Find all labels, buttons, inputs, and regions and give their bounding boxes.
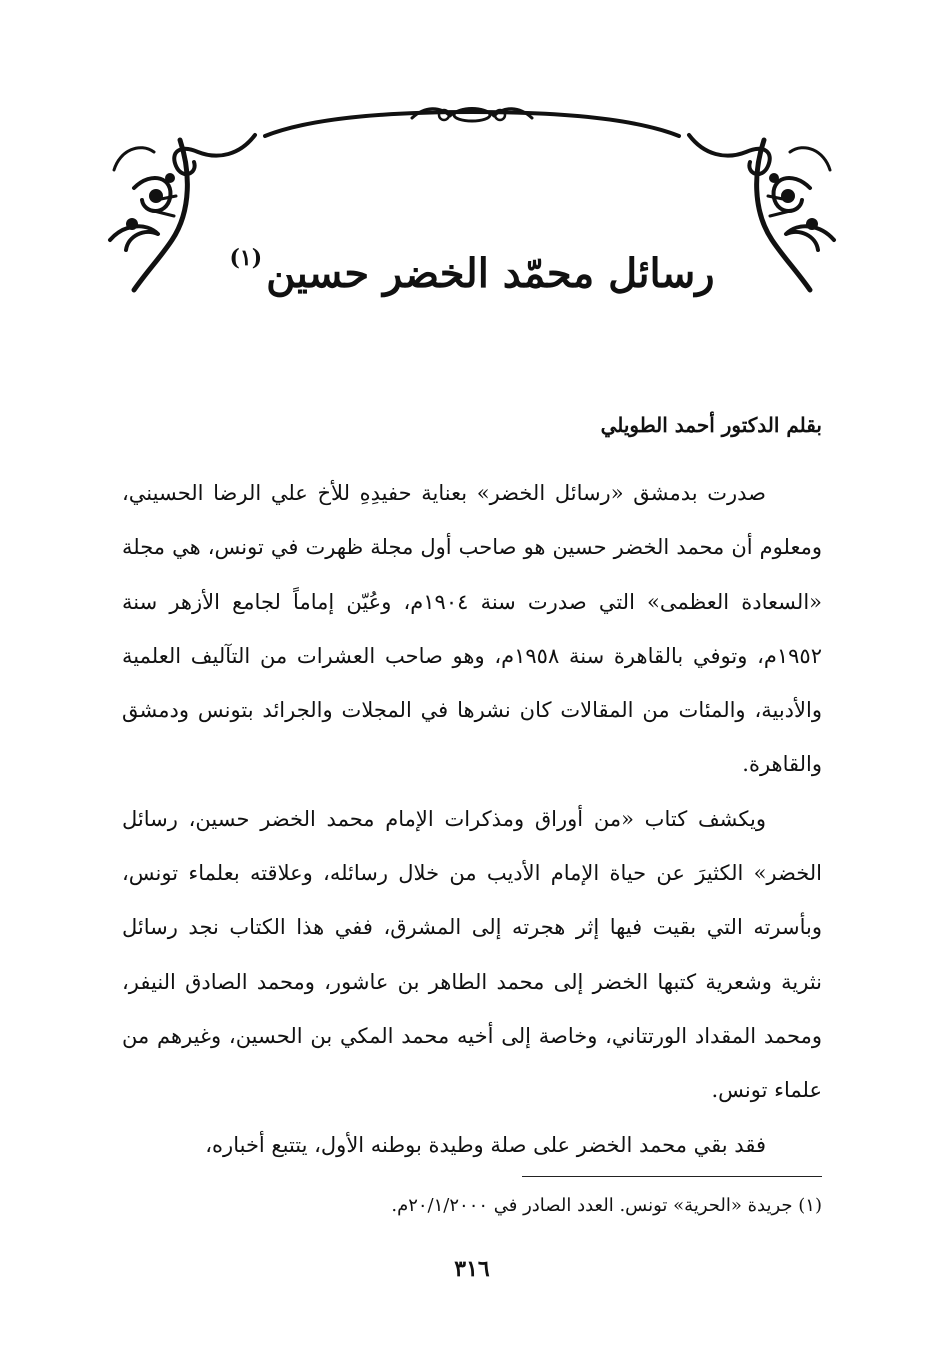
footnote-divider [522, 1176, 822, 1177]
paragraph-2: ويكشف كتاب «من أوراق ومذكرات الإمام محمد الخضر حسين، رسائل الخضر» الكثيرَ عن حياة الإمام الأديب من خلال رسائله، وعلاقته بعلماء تونس، وبأسرته التي بقيت فيها إثر هجرته إلى المشرق، ففي هذا الكتاب نجد رسائل نثرية وشعرية كتبها الخضر إلى محمد الطاهر بن عاشور، ومحمد الصادق النيفر، ومحمد المقداد الورتتاني، وخاصة إلى أخيه محمد المكي بن الحسين، وغيرهم من علماء تونس. [122, 806, 822, 1103]
article-title-text: رسائل محمّد الخضر حسين [266, 250, 715, 297]
paragraph-3: فقد بقي محمد الخضر على صلة وطيدة بوطنه الأول، يتتبع أخباره، [205, 1132, 766, 1157]
page-number: ٣١٦ [454, 1256, 490, 1282]
paragraph-1: صدرت بدمشق «رسائل الخضر» بعناية حفيدِهِ للأخ علي الرضا الحسيني، ومعلوم أن محمد الخضر حسين هو صاحب أول مجلة ظهرت في تونس، هي مجلة «السعادة العظمى» التي صدرت سنة ١٩٠٤م، وعُيّن إماماً لجامع الأزهر سنة ١٩٥٢م، وتوفي بالقاهرة سنة ١٩٥٨م، وهو صاحب العشرات من التآليف العلمية والأدبية، والمئات من المقالات كان نشرها في المجلات والجرائد بتونس ودمشق والقاهرة. [122, 481, 822, 777]
author-byline: بقلم الدكتور أحمد الطويلي [600, 413, 822, 437]
footnote: (١) جريدة «الحرية» تونس. العدد الصادر في ٢٠/١/٢٠٠٠م. [391, 1195, 822, 1216]
article-title [0, 228, 944, 304]
title-footnote-marker[interactable]: (١) [229, 245, 263, 271]
article-body [122, 466, 822, 1172]
